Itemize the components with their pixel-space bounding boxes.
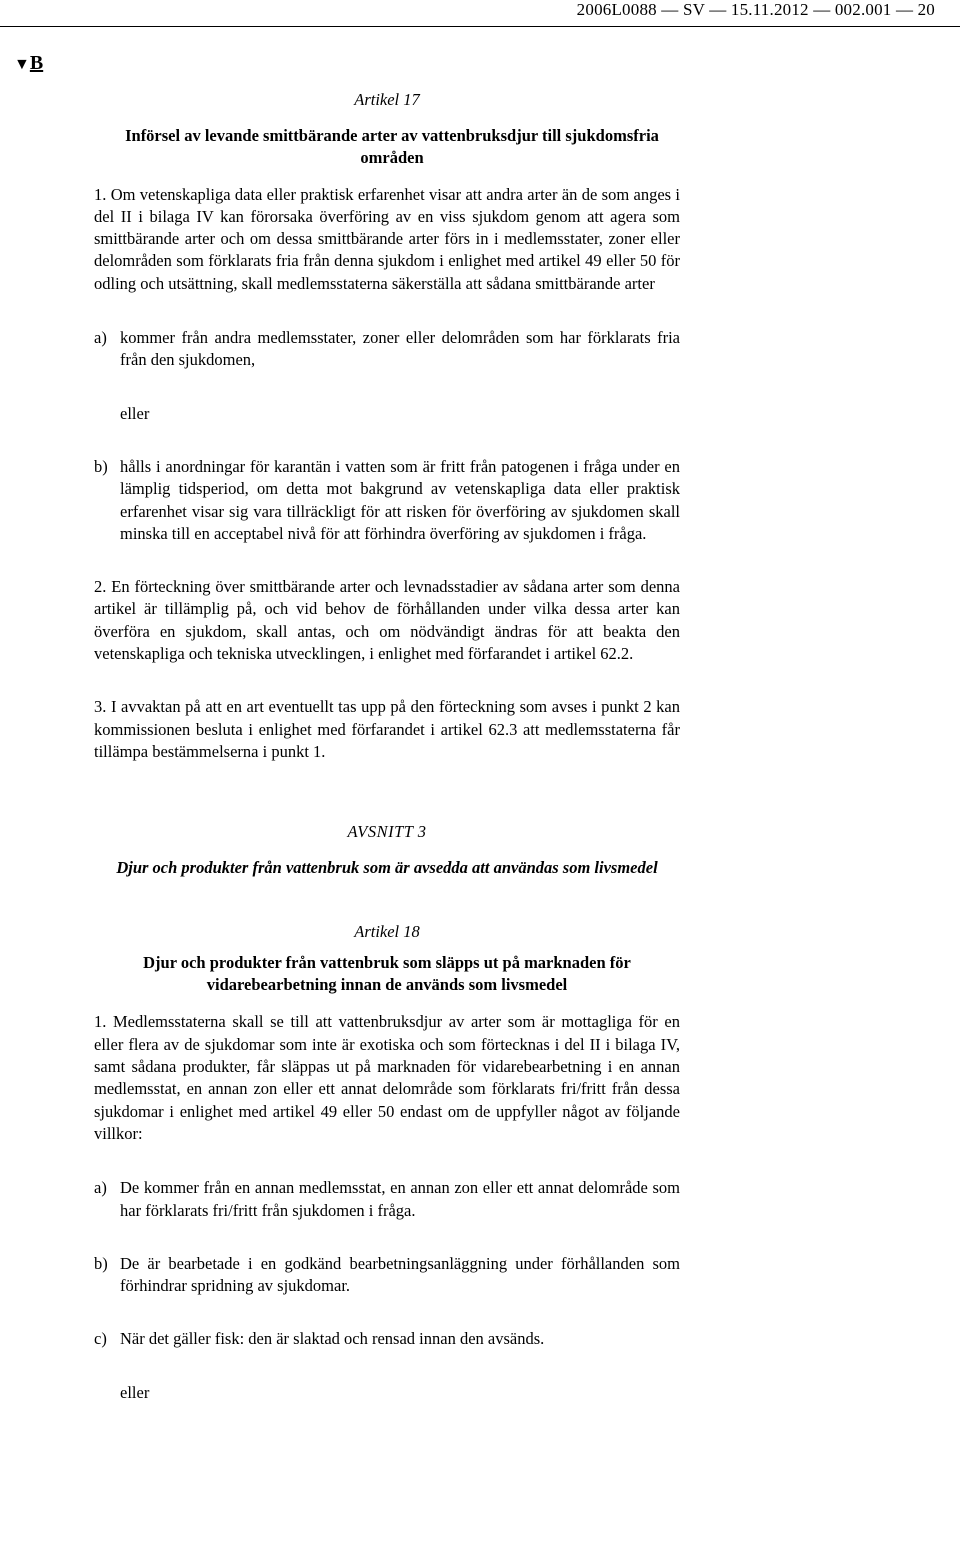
item-label: a) — [94, 328, 107, 348]
triangle-down-icon: ▼ — [14, 56, 30, 73]
item-label: c) — [94, 1329, 107, 1349]
article-17-or: eller — [120, 403, 150, 423]
item-text: De är bearbetade i en godkänd bearbetningsanläggning under förhållanden som förhindrar spridning av sjukdomar. — [120, 1253, 680, 1296]
item-text: hålls i anordningar för karantän i vatten som är fritt från patogenen i fråga under en lämplig tidsperiod, om detta mot bakgrund av vetenskapliga data eller praktisk erfarenhet visar sig vara tillräckligt för att risken för överföring av sjukdomen skall minska till en acceptabel nivå för att förhindra överföring av sjukdomen i fråga. — [120, 456, 680, 543]
article-18-paragraph-1: 1. Medlemsstaterna skall se till att vattenbruksdjur av arter som är mottagliga för en eller flera av de sjukdomar som inte är exotiska och som förtecknas i del II i bilaga IV, samt sådana produkter, får släppas ut på marknaden för vidarebearbetning i en annan medlemsstat, en annan zon eller ett annat delområde som förklarats fri/fritt från dessa sjukdomar i enlighet med artikel 49 eller 50 endast om de uppfyller något av följande villkor: — [94, 1012, 680, 1143]
document-body — [94, 87, 680, 1404]
amendment-marker — [14, 52, 43, 76]
section-3-number: AVSNITT 3 — [347, 822, 427, 842]
section-3-title: Djur och produkter från vattenbruk som är avsedda att användas som livsmedel — [116, 857, 658, 877]
article-18-item-c — [94, 1328, 680, 1350]
article-17-number: Artikel 17 — [354, 90, 420, 109]
article-17-paragraph-1: 1. Om vetenskapliga data eller praktisk erfarenhet visar att andra arter än de som anges i del II i bilaga IV kan förorsaka överföring av en viss sjukdom genom att agera som smittbärande arter och om dessa smittbärande arter förs in i medlemsstater, zoner eller delområden som förklarats fria från denna sjukdom i enlighet med artikel 49 eller 50 för odling och utsättning, skall medlemsstaterna säkerställa att sådana smittbärande arter — [94, 184, 680, 293]
article-17-paragraph-2: 2. En förteckning över smittbärande arter och levnadsstadier av sådana arter som denna artikel är tillämplig på, och vid behov de förhållanden under vilka dessa arter kan överföra en sjukdom, skall antas, och om nödvändigt ändras för att beakta den vetenskapliga och tekniska utvecklingen, i enlighet med förfarandet i artikel 62.2. — [94, 577, 680, 664]
header-rule — [0, 26, 960, 27]
article-18-number: Artikel 18 — [354, 921, 420, 941]
article-18-item-a — [94, 1177, 680, 1222]
article-17-title: Införsel av levande smittbärande arter av vattenbruksdjur till sjukdomsfria områden — [125, 126, 659, 168]
article-17-item-a — [94, 327, 680, 372]
document-header-reference: 2006L0088 — SV — 15.11.2012 — 002.001 — 20 — [576, 0, 935, 19]
item-label: a) — [94, 1178, 107, 1198]
item-label: b) — [94, 1253, 108, 1273]
item-label: b) — [94, 456, 108, 476]
article-18-title: Djur och produkter från vattenbruk som släpps ut på marknaden för vidarebearbetning innan de används som livsmedel — [143, 952, 631, 995]
article-18-or: eller — [120, 1382, 150, 1402]
article-18-item-b — [94, 1253, 680, 1298]
item-text: När det gäller fisk: den är slaktad och rensad innan den avsänds. — [120, 1329, 545, 1349]
amendment-marker-letter: B — [29, 52, 44, 74]
item-text: De kommer från en annan medlemsstat, en annan zon eller ett annat delområde som har förklarats fri/fritt från sjukdomen i fråga. — [120, 1178, 680, 1220]
item-text: kommer från andra medlemsstater, zoner eller delområden som har förklarats fria från den sjukdomen, — [120, 328, 680, 370]
article-17-item-b — [94, 456, 680, 545]
article-17-paragraph-3: 3. I avvaktan på att en art eventuellt tas upp på den förteckning som avses i punkt 2 kan kommissionen besluta i enlighet med förfarandet i artikel 62.3 att medlemsstaterna får tillämpa bestämmelserna i punkt 1. — [94, 697, 680, 761]
